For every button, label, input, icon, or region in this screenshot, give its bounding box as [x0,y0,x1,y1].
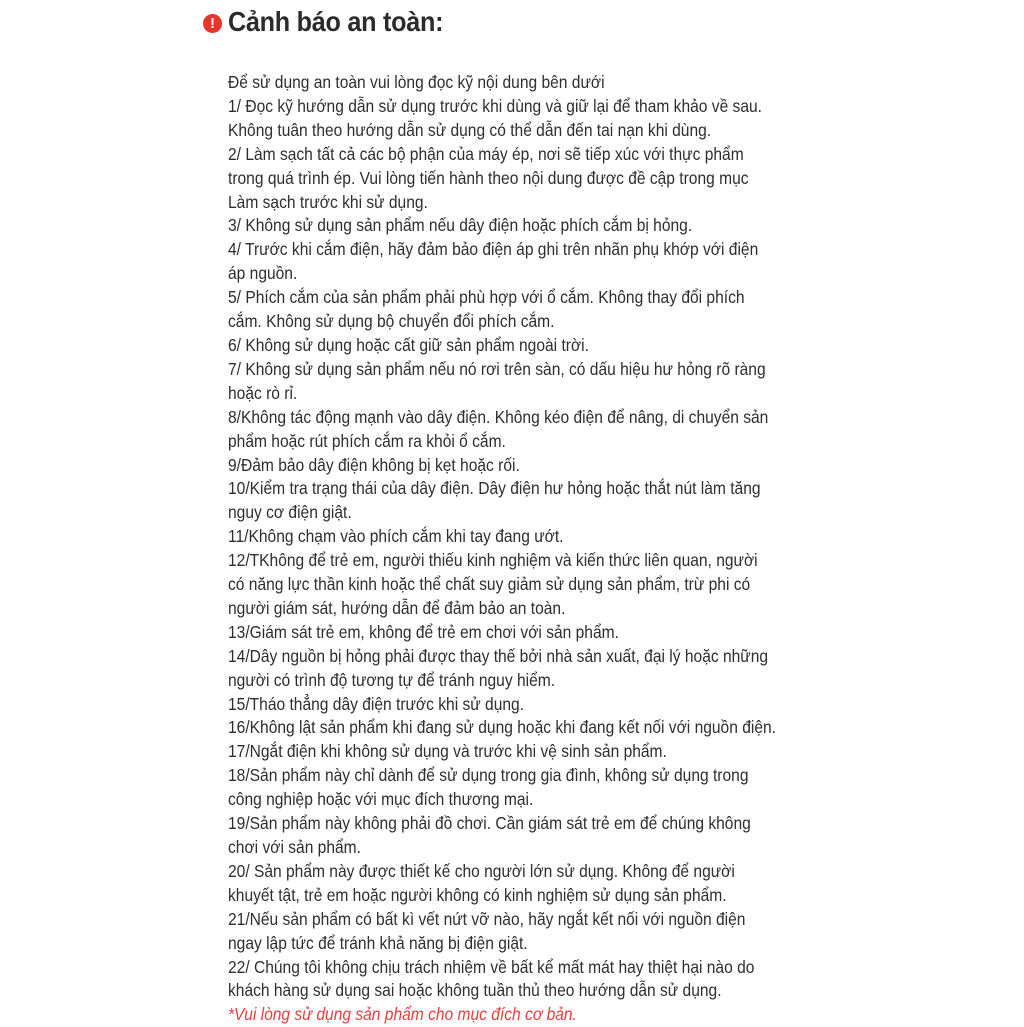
safety-line: 7/ Không sử dụng sản phẩm nếu nó rơi trên sàn, có dấu hiệu hư hỏng rõ ràng [228,358,766,379]
safety-line: 19/Sản phẩm này không phải đồ chơi. Cần giám sát trẻ em để chúng không [228,813,751,834]
page-title: Cảnh báo an toàn: [228,6,444,37]
safety-line: 4/ Trước khi cắm điện, hãy đảm bảo điện áp ghi trên nhãn phụ khớp với điện [228,239,759,260]
safety-line: 18/Sản phẩm này chỉ dành để sử dụng trong gia đình, không sử dụng trong [228,765,749,786]
safety-line: 16/Không lật sản phẩm khi đang sử dụng hoặc khi đang kết nối với nguồn điện. [228,717,776,738]
safety-line: 20/ Sản phẩm này được thiết kế cho người lớn sử dụng. Không để người [228,860,735,881]
safety-line: 12/TKhông để trẻ em, người thiếu kinh nghiệm và kiến thức liên quan, người [228,550,758,571]
safety-line: 9/Đảm bảo dây điện không bị kẹt hoặc rối. [228,454,520,475]
safety-line: khách hàng sử dụng sai hoặc không tuần thủ theo hướng dẫn sử dụng. [228,980,722,1001]
safety-line: công nghiệp hoặc với mục đích thương mại. [228,789,534,810]
safety-line: hoặc rò rỉ. [228,382,298,403]
safety-line: 15/Tháo thẳng dây điện trước khi sử dụng. [228,693,525,714]
safety-line: 5/ Phích cắm của sản phẩm phải phù hợp với ổ cắm. Không thay đổi phích [228,287,745,308]
safety-line: chơi với sản phẩm. [228,837,361,857]
exclamation-icon: ! [203,14,222,33]
footnote: *Vui lòng sử dụng sản phẩm cho mục đích cơ bản. [228,1004,577,1025]
safety-line: áp nguồn. [228,263,298,284]
safety-line: 8/Không tác động mạnh vào dây điện. Không kéo điện để nâng, di chuyển sản [228,406,769,427]
safety-line: 10/Kiểm tra trạng thái của dây điện. Dây điện hư hỏng hoặc thắt nút làm tăng [228,478,761,499]
safety-line: khuyết tật, trẻ em hoặc người không có kinh nghiệm sử dụng sản phẩm. [228,884,727,905]
safety-line: 3/ Không sử dụng sản phẩm nếu dây điện hoặc phích cắm bị hỏng. [228,215,693,236]
safety-line: 11/Không chạm vào phích cắm khi tay đang ướt. [228,526,564,547]
safety-line: trong quá trình ép. Vui lòng tiến hành theo nội dung được đề cập trong mục [228,167,749,188]
safety-line: 6/ Không sử dụng hoặc cất giữ sản phẩm ngoài trời. [228,334,589,355]
intro-text: Để sử dụng an toàn vui lòng đọc kỹ nội dung bên dưới [228,72,605,92]
safety-line: 2/ Làm sạch tất cả các bộ phận của máy ép, nơi sẽ tiếp xúc với thực phẩm [228,143,744,164]
safety-line: 17/Ngắt điện khi không sử dụng và trước khi vệ sinh sản phẩm. [228,741,667,762]
safety-line: ngay lập tức để tránh khả năng bị điện giật. [228,932,528,953]
safety-line: Không tuân theo hướng dẫn sử dụng có thể dẫn đến tai nạn khi dùng. [228,119,712,140]
safety-list [228,95,868,1003]
safety-line: 1/ Đọc kỹ hướng dẫn sử dụng trước khi dùng và giữ lại để tham khảo về sau. [228,95,762,116]
safety-line: phẩm hoặc rút phích cắm ra khỏi ổ cắm. [228,430,506,451]
safety-line: cắm. Không sử dụng bộ chuyển đổi phích cắm. [228,311,555,332]
safety-line: có năng lực thần kinh hoặc thể chất suy giảm sử dụng sản phẩm, trừ phi có [228,574,751,595]
safety-content [228,71,868,1027]
safety-line: Làm sạch trước khi sử dụng. [228,191,428,212]
safety-line: 21/Nếu sản phẩm có bất kì vết nứt vỡ nào, hãy ngắt kết nối với nguồn điện [228,908,746,929]
warning-header [203,0,467,44]
safety-line: người có trình độ tương tự để tránh nguy hiểm. [228,669,556,690]
safety-line: 14/Dây nguồn bị hỏng phải được thay thế bởi nhà sản xuất, đại lý hoặc những [228,645,769,666]
safety-line: người giám sát, hướng dẫn để đảm bảo an toàn. [228,597,566,618]
safety-line: nguy cơ điện giật. [228,502,352,523]
safety-line: 22/ Chúng tôi không chịu trách nhiệm về bất kể mất mát hay thiệt hại nào do [228,956,755,977]
safety-line: 13/Giám sát trẻ em, không để trẻ em chơi với sản phẩm. [228,621,619,642]
